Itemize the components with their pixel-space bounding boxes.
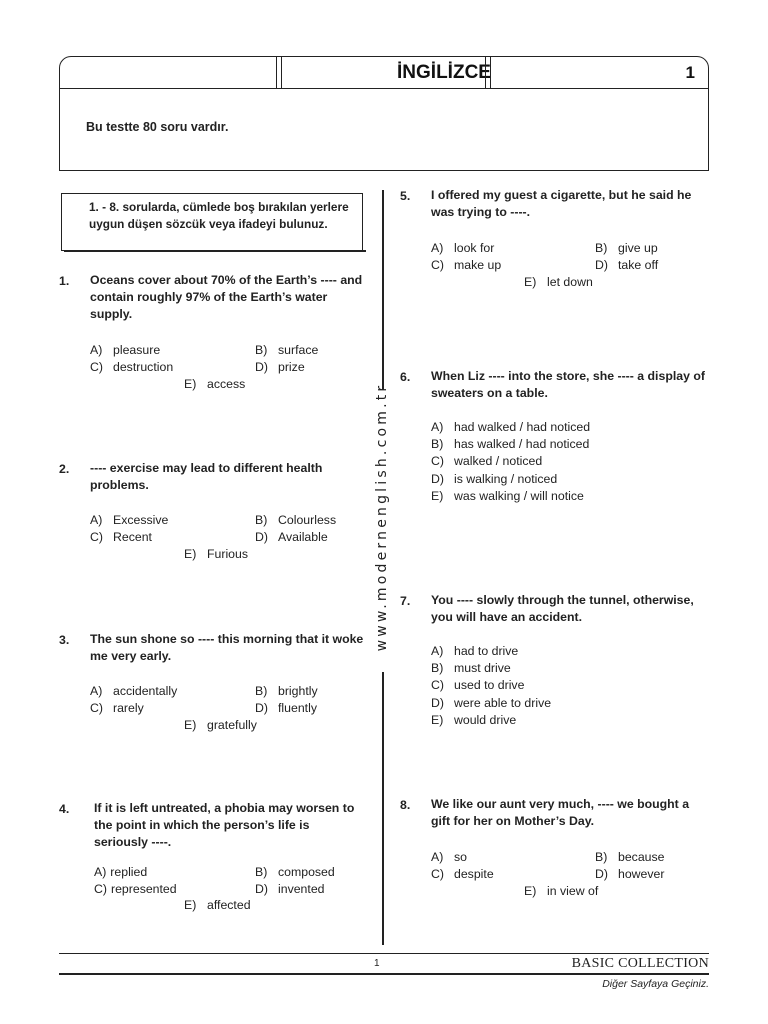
answer-option[interactable] — [90, 684, 177, 698]
option-text: rarely — [113, 701, 144, 716]
option-letter: E) — [524, 275, 537, 290]
option-letter: B) — [255, 865, 268, 879]
answer-option[interactable] — [255, 530, 328, 544]
option-text: give up — [618, 241, 658, 255]
instruction-box: 1. - 8. sorularda, cümlede boş bırakılan yerlere uygun düşen sözcük veya ifadeyi bulunuz. — [61, 193, 363, 251]
option-text: used to drive — [454, 678, 525, 693]
answer-option[interactable] — [431, 850, 467, 864]
answer-option[interactable] — [431, 420, 590, 434]
answer-option[interactable] — [431, 644, 518, 658]
option-letter: A) — [90, 513, 103, 527]
answer-option[interactable] — [431, 696, 551, 710]
option-letter: A) — [431, 850, 444, 864]
option-text: Furious — [207, 547, 249, 562]
answer-option[interactable] — [431, 454, 542, 468]
question-number: 5. — [400, 189, 411, 203]
option-letter: E) — [184, 898, 197, 912]
question-number: 7. — [400, 594, 411, 608]
footer-rule — [59, 973, 709, 975]
option-letter: C) — [431, 454, 444, 469]
answer-option[interactable] — [255, 865, 335, 879]
option-text: however — [618, 867, 665, 882]
answer-option[interactable] — [431, 437, 589, 451]
option-letter: C) — [431, 867, 444, 882]
option-letter: D) — [255, 881, 268, 896]
watermark — [372, 382, 392, 652]
option-letter: C) — [90, 701, 103, 716]
option-text: despite — [454, 867, 494, 882]
answer-option[interactable] — [431, 258, 501, 272]
answer-option[interactable] — [90, 701, 144, 715]
option-text: Available — [278, 530, 328, 545]
column-divider — [382, 672, 384, 945]
option-text: had walked / had noticed — [454, 420, 591, 434]
question-text: We like our aunt very much, ---- we bought a gift for her on Mother’s Day. — [431, 797, 690, 828]
option-text: in view of — [547, 884, 599, 899]
option-text: were able to drive — [454, 695, 552, 710]
option-text: brightly — [278, 684, 318, 698]
option-letter: B) — [431, 437, 444, 452]
option-text: Excessive — [113, 513, 169, 527]
option-text: had to drive — [454, 644, 519, 658]
option-text: so — [454, 850, 467, 864]
option-letter: E) — [184, 547, 197, 562]
option-letter: D) — [255, 360, 268, 375]
page-title: İNGİLİZCE — [397, 62, 491, 83]
answer-option[interactable] — [255, 360, 305, 374]
option-text: prize — [278, 360, 305, 375]
question-text: ---- exercise may lead to different health problems. — [90, 461, 323, 492]
option-text: represented — [110, 881, 177, 896]
option-letter: C) — [431, 258, 444, 273]
option-letter: A) — [431, 241, 444, 255]
answer-option[interactable] — [90, 530, 152, 544]
option-letter: E) — [431, 712, 444, 727]
option-letter: A) — [431, 420, 444, 434]
question-number: 8. — [400, 798, 411, 812]
option-letter: B) — [255, 684, 268, 698]
answer-option[interactable] — [431, 472, 557, 486]
option-letter: E) — [431, 488, 444, 503]
option-letter: A) — [90, 343, 103, 357]
question-text: You ---- slowly through the tunnel, otherwise, you will have an accident. — [431, 593, 694, 624]
option-letter: B) — [255, 343, 268, 357]
answer-option[interactable] — [595, 258, 658, 272]
answer-option[interactable] — [90, 343, 160, 357]
option-letter: D) — [431, 471, 444, 486]
option-text: make up — [454, 258, 502, 273]
option-letter: C) — [431, 678, 444, 693]
answer-option[interactable] — [184, 898, 251, 912]
answer-option[interactable] — [90, 360, 173, 374]
option-letter: A) — [431, 644, 444, 658]
option-letter: D) — [431, 695, 444, 710]
option-text: Recent — [113, 530, 152, 545]
answer-option[interactable] — [595, 867, 664, 881]
option-text: affected — [207, 898, 251, 912]
answer-option[interactable] — [431, 713, 516, 727]
column-divider — [382, 190, 384, 390]
footer-rule — [59, 953, 709, 954]
option-text: walked / noticed — [454, 454, 543, 469]
option-letter: D) — [595, 867, 608, 882]
option-letter: C) — [90, 530, 103, 545]
option-text: look for — [454, 241, 495, 255]
answer-option[interactable] — [94, 882, 177, 896]
next-page-note: Diğer Sayfaya Geçiniz. — [602, 978, 709, 990]
answer-option[interactable] — [90, 513, 168, 527]
answer-option[interactable] — [255, 684, 318, 698]
footer-brand: BASIC COLLECTION — [571, 956, 709, 971]
option-letter: D) — [255, 530, 268, 545]
answer-option[interactable] — [524, 275, 593, 289]
option-letter: B) — [595, 850, 608, 864]
answer-option[interactable] — [184, 547, 248, 561]
option-letter: A) — [90, 684, 103, 698]
question-text: When Liz ---- into the store, she ---- a display of sweaters on a table. — [431, 369, 705, 400]
watermark-text: www.modernenglish.com.tr — [374, 382, 390, 652]
option-letter: C) — [90, 360, 103, 375]
header-divider — [485, 56, 491, 89]
answer-option[interactable] — [255, 701, 317, 715]
header-divider — [276, 56, 282, 89]
option-text: fluently — [278, 701, 317, 716]
answer-option[interactable] — [431, 867, 494, 881]
question-text: If it is left untreated, a phobia may worsen to the point in which the person’s life is seriously ----. — [94, 801, 355, 849]
question-number: 3. — [59, 633, 70, 647]
option-text: let down — [547, 275, 593, 290]
answer-option[interactable] — [524, 884, 598, 898]
answer-option[interactable] — [431, 678, 524, 692]
answer-option[interactable] — [595, 850, 665, 864]
option-letter: E) — [524, 884, 537, 899]
option-letter: E) — [184, 718, 197, 733]
option-text: pleasure — [113, 343, 161, 357]
option-letter: B) — [595, 241, 608, 255]
option-text: would drive — [454, 712, 517, 727]
test-intro: Bu testte 80 soru vardır. — [86, 120, 229, 134]
option-text: must drive — [454, 661, 511, 676]
option-text: invented — [278, 881, 325, 896]
answer-option[interactable] — [255, 343, 318, 357]
answer-option[interactable] — [431, 241, 494, 255]
footer-page-number: 1 — [374, 958, 380, 969]
question-number: 4. — [59, 802, 70, 816]
question-number: 6. — [400, 370, 411, 384]
question-text: I offered my guest a cigarette, but he said he was trying to ----. — [431, 188, 692, 219]
option-letter: D) — [255, 701, 268, 716]
answer-option[interactable] — [184, 718, 257, 732]
option-text: Colourless — [278, 513, 337, 527]
option-letter: B) — [255, 513, 268, 527]
option-letter: B) — [431, 661, 444, 676]
option-text: replied — [110, 865, 148, 879]
option-text: access — [207, 377, 246, 392]
option-text: accidentally — [113, 684, 178, 698]
answer-option[interactable] — [431, 661, 511, 675]
option-letter: A) — [94, 865, 107, 879]
option-text: because — [618, 850, 665, 864]
answer-option[interactable] — [184, 377, 245, 391]
option-text: has walked / had noticed — [454, 437, 590, 452]
answer-option[interactable] — [255, 882, 325, 896]
option-text: was walking / will notice — [454, 488, 584, 503]
option-letter: D) — [595, 258, 608, 273]
header-row — [59, 56, 709, 89]
question-number: 2. — [59, 462, 70, 476]
answer-option[interactable] — [595, 241, 658, 255]
question-text: The sun shone so ---- this morning that it woke me very early. — [90, 632, 364, 663]
header-page-number: 1 — [685, 63, 695, 82]
option-text: composed — [278, 865, 335, 879]
option-text: surface — [278, 343, 319, 357]
option-text: destruction — [113, 360, 174, 375]
option-text: is walking / noticed — [454, 471, 558, 486]
answer-option[interactable] — [94, 865, 147, 879]
option-text: gratefully — [207, 718, 257, 733]
question-number: 1. — [59, 274, 70, 288]
answer-option[interactable] — [255, 513, 336, 527]
question-text: Oceans cover about 70% of the Earth’s ---- and contain roughly 97% of the Earth’s water supply. — [90, 273, 363, 321]
option-letter: C) — [94, 881, 107, 896]
answer-option[interactable] — [431, 489, 584, 503]
option-letter: E) — [184, 377, 197, 392]
option-text: take off — [618, 258, 659, 273]
